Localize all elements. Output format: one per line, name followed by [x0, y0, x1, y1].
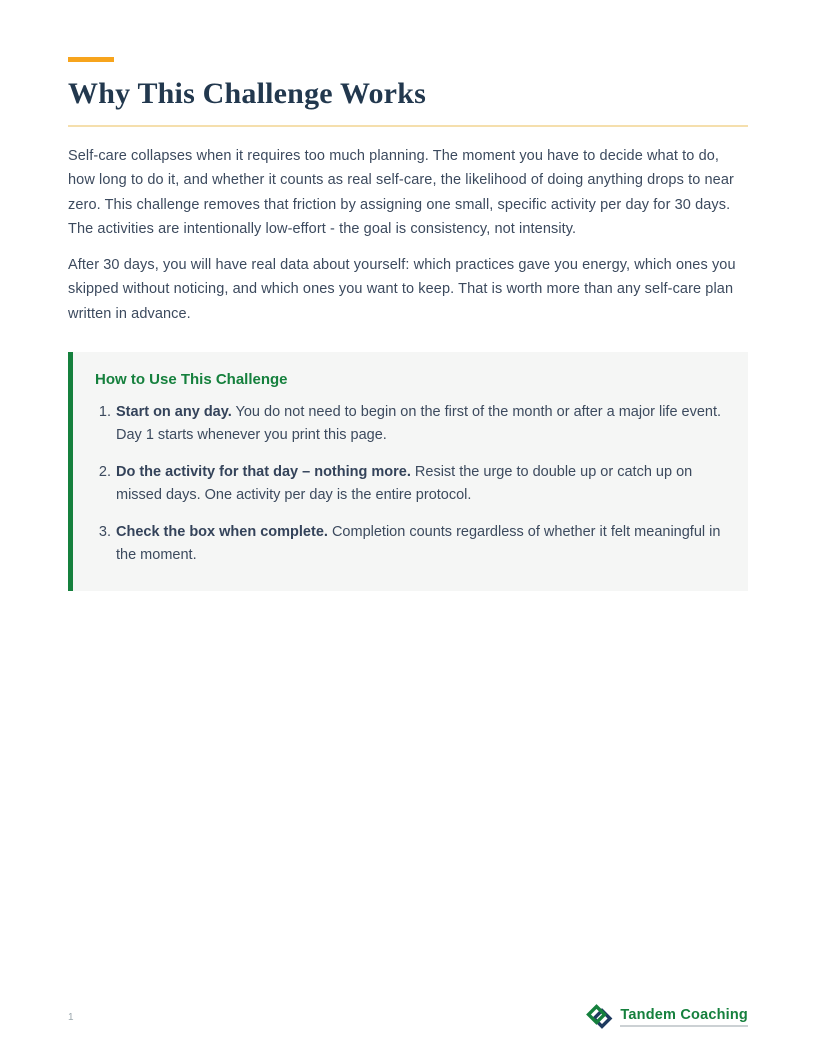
list-item-number: 2.	[98, 464, 111, 480]
list-item-text	[116, 401, 724, 447]
list-item-lead: Do the activity for that day – nothing more.	[116, 464, 411, 480]
list-item-body: Resist the urge to double up or catch up on missed days. One activity per day is the entire protocol.	[116, 464, 693, 503]
list-item-body: Completion counts regardless of whether it felt meaningful in the moment.	[116, 524, 721, 563]
list-item-number: 1.	[98, 404, 111, 420]
list-item	[95, 401, 724, 447]
accent-bar	[68, 57, 114, 62]
list-item-text	[116, 521, 724, 567]
list-item	[95, 461, 724, 507]
list-item-number: 3.	[98, 524, 111, 540]
list-item-body: You do not need to begin on the first of the month or after a major life event. Day 1 starts whenever you print this page.	[116, 404, 722, 443]
list-item-text	[116, 461, 724, 507]
brand-logo	[585, 1004, 748, 1030]
intro-paragraph-2: After 30 days, you will have real data about yourself: which practices gave you energy, which ones you skipped without noticing, and which ones you want to keep. That is worth more than any self-care plan written in advance.	[68, 256, 736, 322]
page-footer	[68, 1004, 748, 1030]
list-item	[95, 521, 724, 567]
list-item-lead: Check the box when complete.	[116, 524, 328, 540]
list-item-lead: Start on any day.	[116, 404, 232, 420]
page-title: Why This Challenge Works	[68, 77, 748, 127]
intro-paragraph-1: Self-care collapses when it requires too much planning. The moment you have to decide what to do, how long to do it, and whether it counts as real self-care, the likelihood of doing anything drops to near zero. This challenge removes that friction by assigning one small, specific activity per day for 30 days. The activities are intentionally low-effort - the goal is consistency, not intensity.	[68, 147, 734, 237]
callout-numbered-list	[95, 401, 724, 567]
brand-name: Tandem Coaching	[620, 1007, 748, 1027]
callout-heading: How to Use This Challenge	[95, 371, 288, 388]
interlocking-diamonds-icon	[585, 1004, 613, 1030]
how-to-use-callout	[68, 352, 748, 591]
page-number: 1	[68, 1011, 74, 1023]
